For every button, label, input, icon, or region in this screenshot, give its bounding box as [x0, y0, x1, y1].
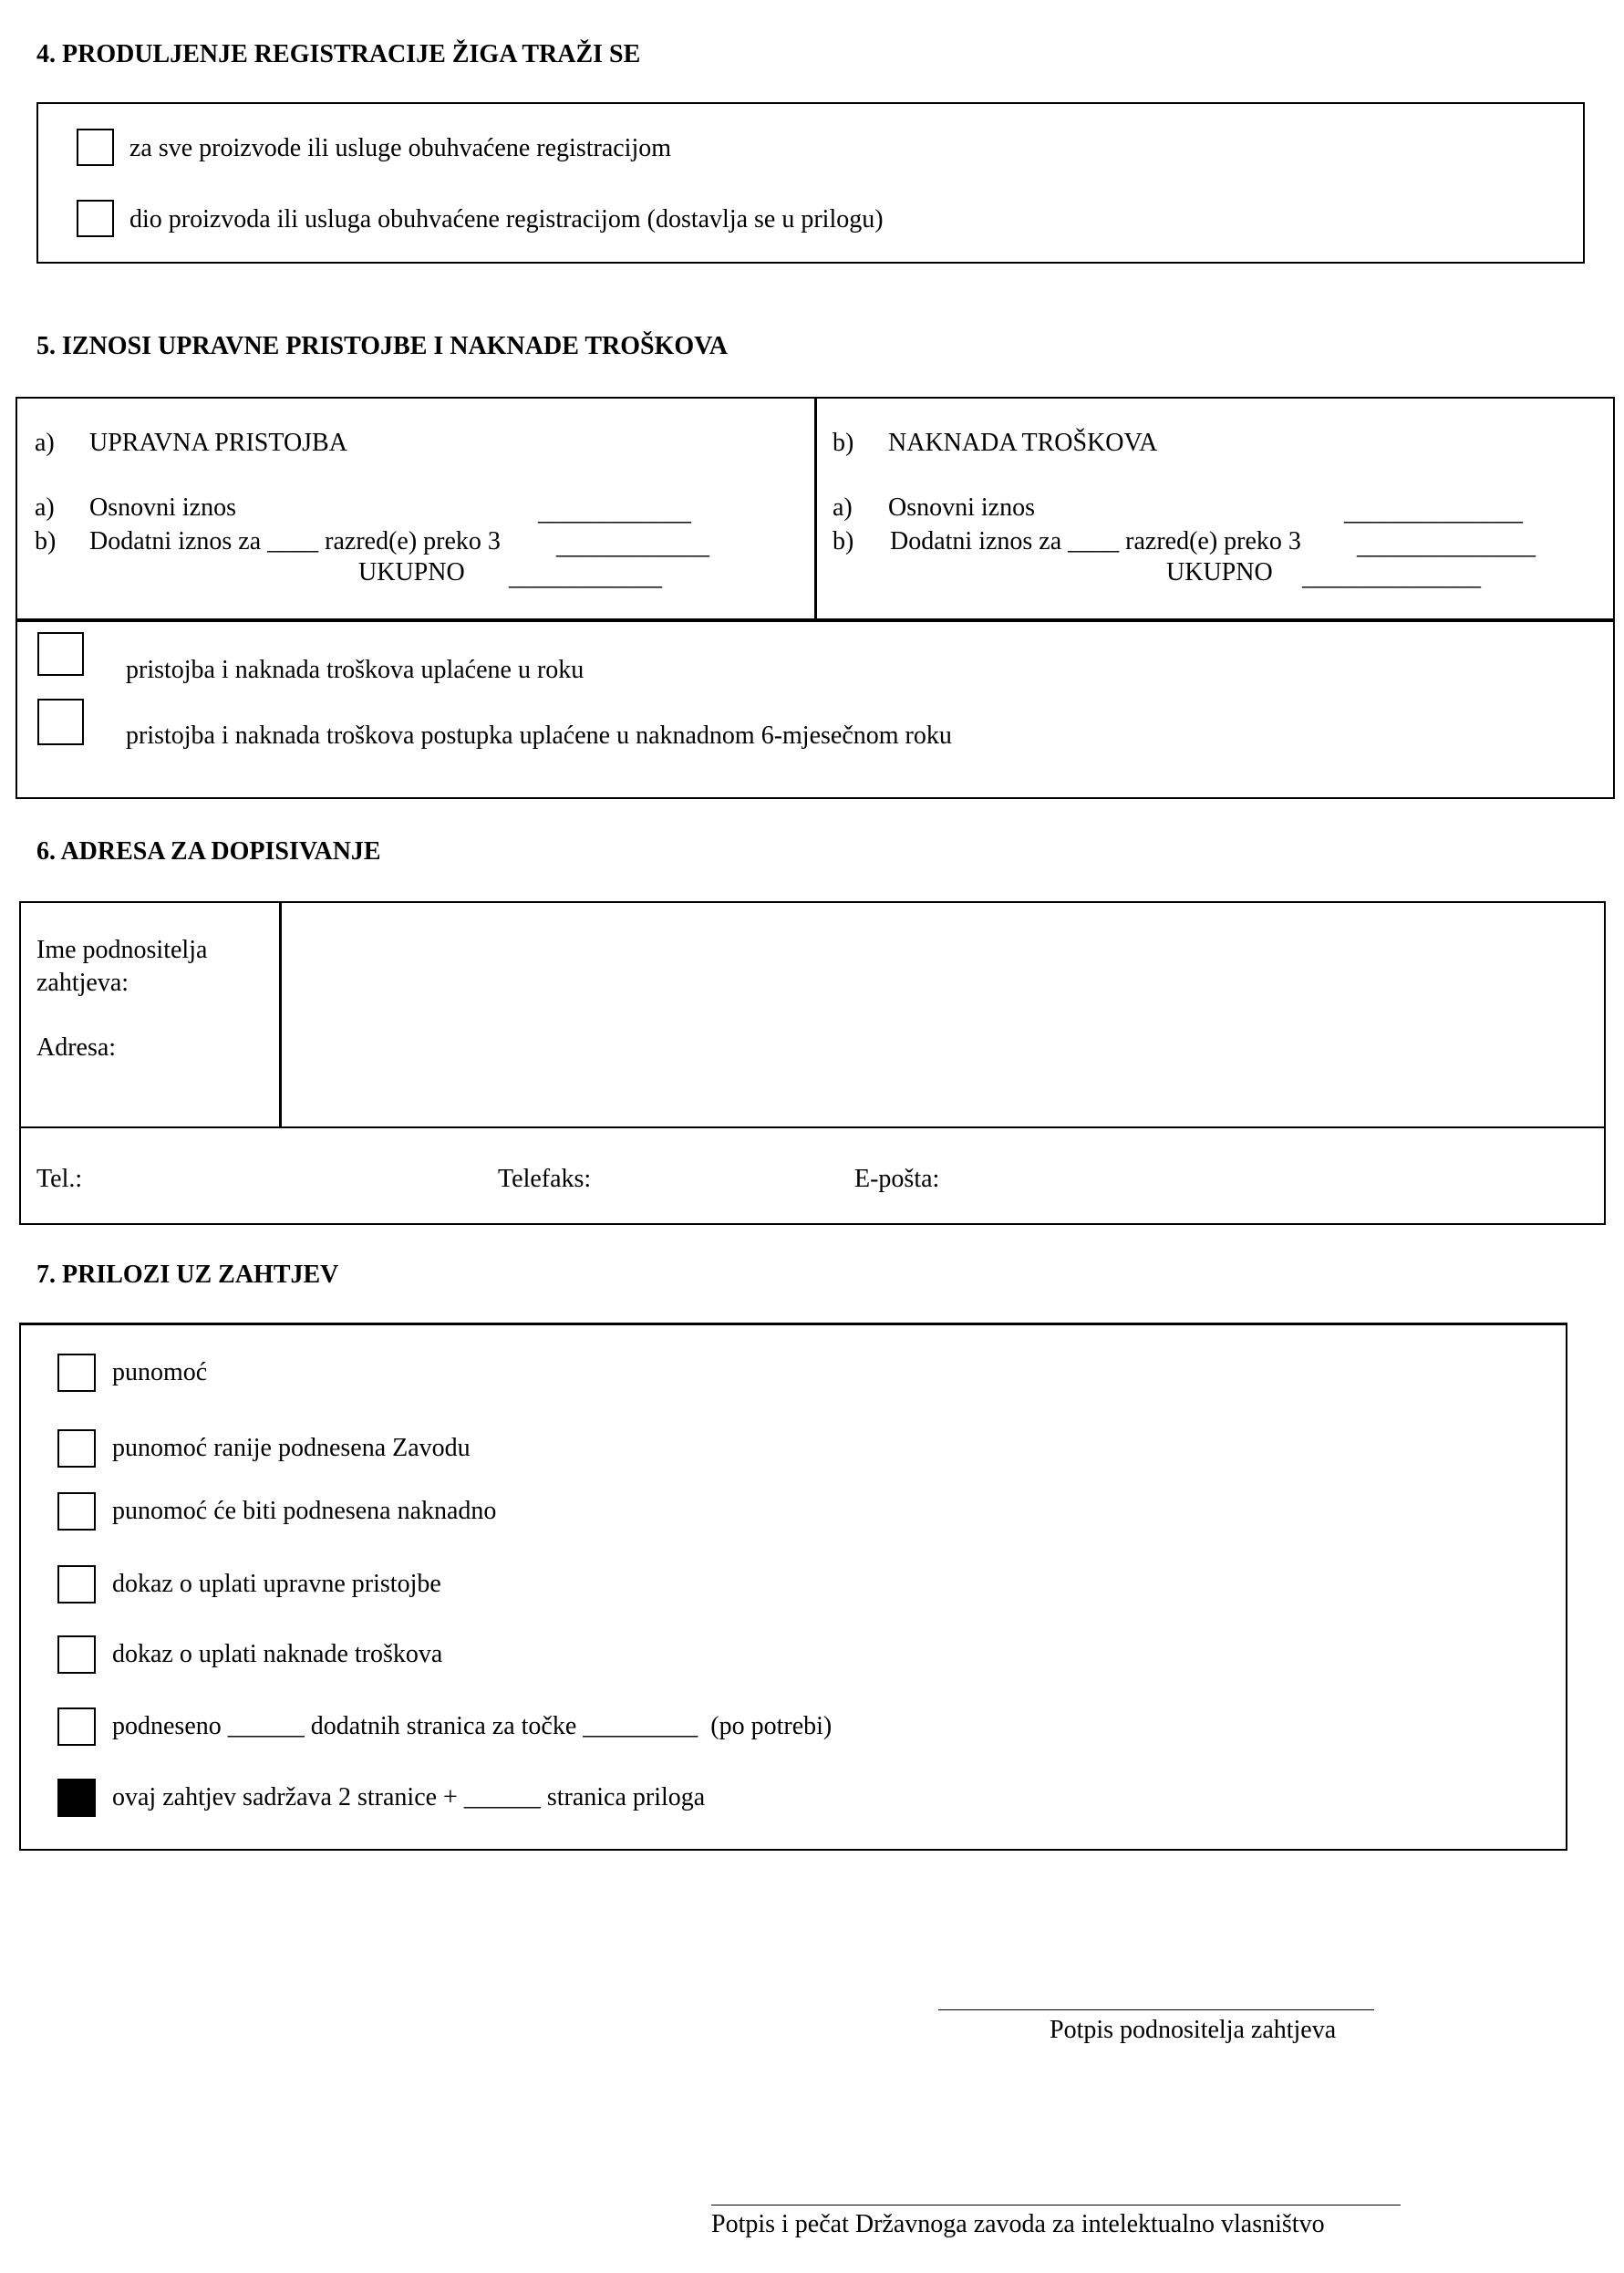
- checkbox-part-products[interactable]: [77, 200, 114, 237]
- base-amount-label: Osnovni iznos: [89, 493, 236, 522]
- applicant-name-label: zahtjeva:: [36, 969, 129, 997]
- option-label: podneseno ______ dodatnih stranica za točke _________ (po potrebi): [112, 1712, 833, 1740]
- fee-title: UPRAVNA PRISTOJBA: [89, 429, 347, 457]
- section-4-box: [36, 102, 1585, 264]
- checkbox-poa-later[interactable]: [57, 1492, 96, 1531]
- additional-amount-field[interactable]: ____________: [556, 532, 709, 560]
- base-amount-label: Osnovni iznos: [888, 493, 1035, 522]
- option-label: dio proizvoda ili usluga obuhvaćene registracijom (dostavlja se u prilogu): [129, 205, 884, 234]
- total-field[interactable]: ____________: [509, 563, 662, 591]
- option-label: punomoć: [112, 1358, 208, 1386]
- fee-title: NAKNADA TROŠKOVA: [888, 429, 1158, 457]
- checkbox-paid-late[interactable]: [37, 699, 84, 745]
- base-amount-field[interactable]: ______________: [1344, 498, 1523, 526]
- checkbox-proof-admin-fee[interactable]: [57, 1565, 96, 1604]
- divider: [19, 1126, 1606, 1128]
- total-field[interactable]: ______________: [1302, 563, 1481, 591]
- option-label: pristojba i naknada troškova uplaćene u roku: [126, 656, 584, 684]
- checkbox-power-of-attorney[interactable]: [57, 1354, 96, 1392]
- option-label: punomoć ranije podnesena Zavodu: [112, 1434, 471, 1462]
- email-label: E-pošta:: [854, 1165, 940, 1193]
- checkbox-all-products[interactable]: [77, 129, 114, 166]
- option-label: dokaz o uplati naknade troškova: [112, 1640, 443, 1668]
- office-signature-line[interactable]: [711, 2205, 1401, 2206]
- tel-label: Tel.:: [36, 1165, 83, 1193]
- fee-marker: a): [35, 429, 55, 457]
- total-label: UKUPNO: [358, 558, 465, 586]
- checkbox-additional-pages[interactable]: [57, 1707, 96, 1746]
- address-label: Adresa:: [36, 1033, 117, 1062]
- section-5-heading: 5. IZNOSI UPRAVNE PRISTOJBE I NAKNADE TROŠKOVA: [36, 332, 728, 360]
- total-label: UKUPNO: [1166, 558, 1273, 586]
- row-marker: a): [833, 493, 853, 522]
- applicant-name-address-field[interactable]: [284, 907, 1599, 1124]
- row-marker: b): [833, 527, 854, 555]
- divider: [279, 901, 282, 1128]
- option-label: pristojba i naknada troškova postupka uplaćene u naknadnom 6-mjesečnom roku: [126, 721, 952, 750]
- applicant-signature-caption: Potpis podnositelja zahtjeva: [1050, 2016, 1337, 2044]
- additional-amount-label: Dodatni iznos za ____ razred(e) preko 3: [890, 527, 1301, 555]
- option-label: za sve proizvode ili usluge obuhvaćene registracijom: [129, 134, 672, 162]
- option-label: dokaz o uplati upravne pristojbe: [112, 1570, 441, 1598]
- divider: [16, 618, 1615, 622]
- section-6-heading: 6. ADRESA ZA DOPISIVANJE: [36, 837, 381, 866]
- fax-label: Telefaks:: [498, 1165, 592, 1193]
- row-marker: a): [35, 493, 55, 522]
- checkbox-poa-previously-filed[interactable]: [57, 1429, 96, 1468]
- checkbox-paid-on-time[interactable]: [37, 632, 84, 676]
- option-label: ovaj zahtjev sadržava 2 stranice + ______ stranica priloga: [112, 1783, 706, 1811]
- checkbox-page-count[interactable]: [57, 1779, 96, 1817]
- fee-marker: b): [833, 429, 854, 457]
- base-amount-field[interactable]: ____________: [538, 498, 691, 526]
- additional-amount-field[interactable]: ______________: [1357, 532, 1536, 560]
- section-4-heading: 4. PRODULJENJE REGISTRACIJE ŽIGA TRAŽI SE: [36, 40, 641, 68]
- option-label: punomoć će biti podnesena naknadno: [112, 1497, 497, 1525]
- applicant-name-label: Ime podnositelja: [36, 936, 208, 964]
- checkbox-proof-costs[interactable]: [57, 1635, 96, 1674]
- divider: [814, 397, 817, 620]
- additional-amount-label: Dodatni iznos za ____ razred(e) preko 3: [89, 527, 501, 555]
- section-7-heading: 7. PRILOZI UZ ZAHTJEV: [36, 1261, 339, 1289]
- office-signature-caption: Potpis i pečat Državnoga zavoda za intelektualno vlasništvo: [711, 2210, 1325, 2238]
- row-marker: b): [35, 527, 57, 555]
- applicant-signature-line[interactable]: [938, 2009, 1374, 2010]
